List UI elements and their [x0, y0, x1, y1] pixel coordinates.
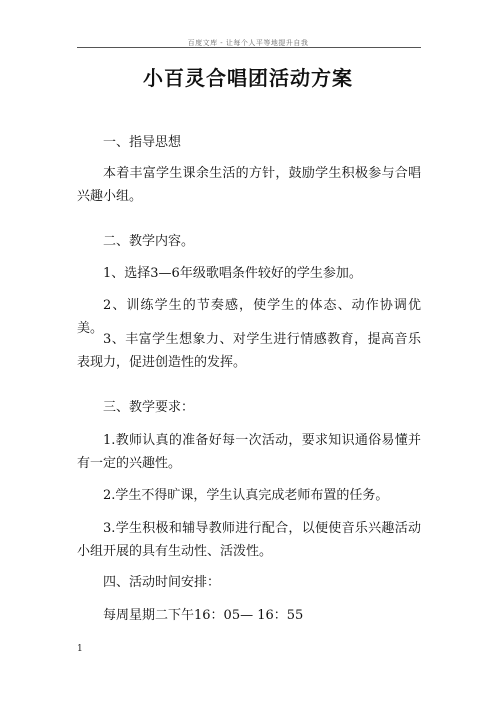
paragraph: 每周星期二下午16：05— 16：55: [103, 608, 304, 623]
document-title: 小百灵合唱团活动方案: [143, 66, 353, 90]
page-header: 百度文库 - 让每个人平等地提升自我: [187, 39, 309, 47]
paragraph-guiding-ideology: [77, 162, 421, 208]
paragraph: 2.学生不得旷课，学生认真完成老师布置的任务。: [103, 488, 389, 503]
paragraph: 二、教学内容。: [103, 234, 195, 249]
paragraph-schedule-time: [77, 604, 421, 627]
paragraph: 2、训练学生的节奏感，使学生的体态、动作协调优美。: [77, 298, 421, 336]
paragraph: 1.教师认真的准备好每一次活动，要求知识通俗易懂并有一定的兴趣性。: [77, 433, 421, 471]
header-divider: [77, 47, 421, 48]
paragraph: 1、选择3—6年级歌唱条件较好的学生参加。: [103, 266, 362, 281]
list-item-requirement-3: [77, 517, 421, 563]
paragraph: 三、教学要求：: [103, 400, 195, 415]
section-heading-schedule: [77, 571, 421, 594]
section-heading-guiding-ideology: [77, 131, 421, 154]
section-heading-teaching-requirements: [77, 396, 421, 419]
list-item-content-1: [77, 262, 421, 285]
paragraph: 本着丰富学生课余生活的方针，鼓励学生积极参与合唱兴趣小组。: [77, 166, 421, 204]
list-item-requirement-2: [77, 484, 421, 507]
paragraph: 四、活动时间安排：: [103, 575, 221, 590]
list-item-requirement-1: [77, 429, 421, 475]
paragraph: 3、丰富学生想象力、对学生进行情感教育，提高音乐表现力，促进创造性的发挥。: [77, 332, 421, 370]
paragraph: 3.学生积极和辅导教师进行配合，以便使音乐兴趣活动小组开展的具有生动性、活泼性。: [77, 521, 421, 559]
section-heading-teaching-content: [77, 230, 421, 253]
page-number: 1: [77, 644, 83, 654]
paragraph: 一、指导思想: [103, 135, 182, 150]
list-item-content-3: [77, 328, 421, 374]
